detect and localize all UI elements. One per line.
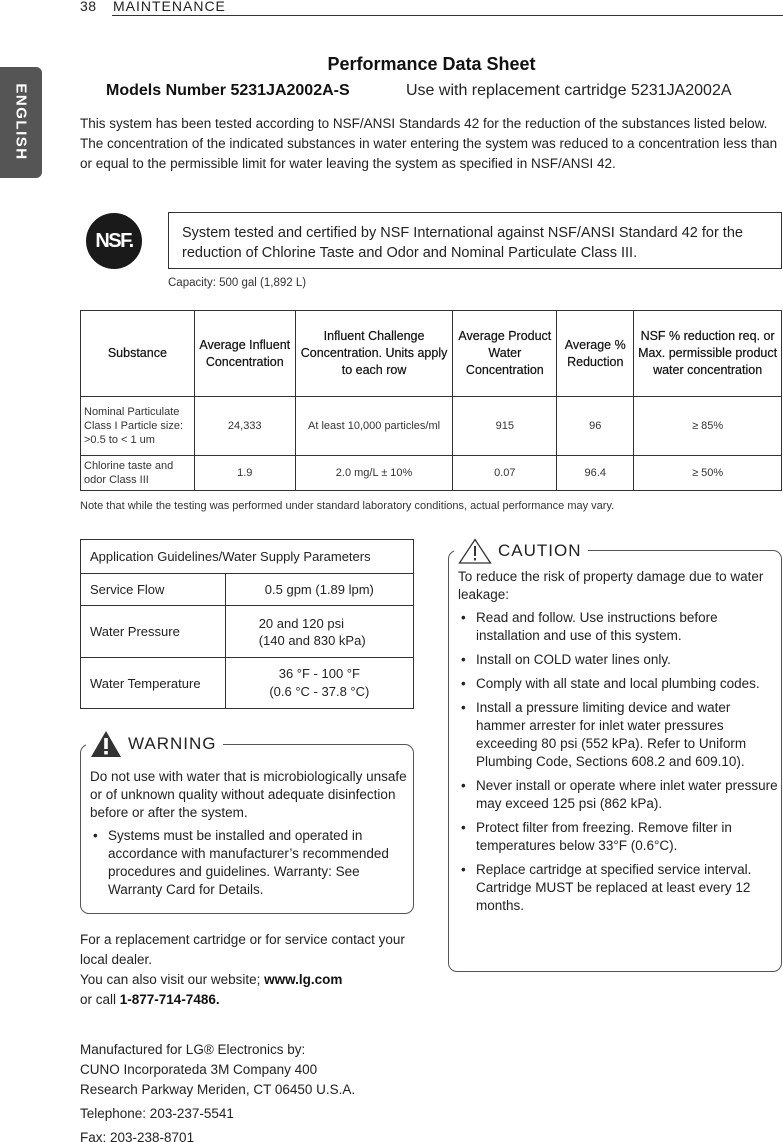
performance-note: Note that while the testing was performed under standard laboratory conditions, actual performance may vary.	[80, 500, 615, 512]
warning-list	[90, 827, 410, 899]
table-cell: 2.0 mg/L ± 10%	[295, 456, 453, 491]
language-label: ENGLISH	[12, 83, 30, 161]
intro-paragraph: This system has been tested according to NSF/ANSI Standards 42 for the reduction of the substances listed below. The concentration of the indicated substances in water entering the system was reduced to a concentration less than or equal to the permissible limit for water leaving the system as specified in NSF/ANSI 42.	[80, 116, 778, 171]
table-cell: 96.4	[557, 456, 634, 491]
list-item: • Protect filter from freezing. Remove filter in temperatures below 33°F (0.6°C).	[458, 819, 778, 855]
section-title: MAINTENANCE	[113, 0, 226, 14]
table-row	[81, 658, 414, 709]
table-cell: ≥ 85%	[634, 397, 782, 456]
warning-triangle-filled-icon	[90, 730, 122, 758]
caution-list	[458, 609, 778, 915]
list-item: • Replace cartridge at specified service interval. Cartridge MUST be replaced at least every 12 months.	[458, 861, 778, 915]
column-header: Average Product Water Concentration	[453, 311, 557, 397]
caution-triangle-outline-icon	[458, 538, 492, 564]
manufacturer-line: Research Parkway Meriden, CT 06450 U.S.A.	[80, 1082, 356, 1097]
page-number: 38	[80, 0, 97, 14]
telephone: Telephone: 203-237-5541	[80, 1106, 234, 1121]
table-header-row	[81, 540, 414, 574]
nsf-logo-icon	[86, 213, 142, 269]
manufacturer-info	[80, 1040, 420, 1142]
parameter-value: 0.5 gpm (1.89 lpm)	[225, 574, 413, 606]
manufacturer-line: CUNO Incorporateda 3M Company 400	[80, 1062, 318, 1077]
page-title: Performance Data Sheet	[327, 54, 536, 74]
table-cell: 915	[453, 397, 557, 456]
warning-header	[86, 730, 223, 758]
language-side-tab	[0, 67, 42, 178]
nsf-certification-box: System tested and certified by NSF International against NSF/ANSI Standard 42 for the reduction of Chlorine Taste and Odor and Nominal Particulate Class III.	[168, 212, 782, 269]
list-item: • Comply with all state and local plumbing codes.	[458, 675, 778, 693]
phone-number: 1-877-714-7486.	[119, 992, 220, 1007]
parameter-label: Water Pressure	[81, 606, 226, 658]
warning-label: WARNING	[128, 734, 217, 753]
table-row	[81, 397, 782, 456]
phone-prefix: or call	[80, 992, 120, 1007]
table-cell: 0.07	[453, 456, 557, 491]
performance-table	[80, 310, 782, 491]
capacity: Capacity: 500 gal (1,892 L)	[168, 277, 307, 289]
column-header: Influent Challenge Concentration. Units apply to each row	[295, 311, 453, 397]
column-header: NSF % reduction req. or Max. permissible product water concentration	[634, 311, 782, 397]
nsf-logo-text: NSF.	[95, 229, 133, 252]
contact-text: For a replacement cartridge or for service contact your local dealer.	[80, 932, 405, 967]
table-cell: 1.9	[194, 456, 295, 491]
column-header: Average Influent Concentration	[194, 311, 295, 397]
parameter-value-line: (0.6 °C - 37.8 °C)	[269, 684, 370, 699]
table-row	[81, 574, 414, 606]
warning-content	[90, 768, 410, 905]
parameter-value	[225, 606, 413, 658]
table-cell: 24,333	[194, 397, 295, 456]
website-link[interactable]: www.lg.com	[264, 972, 343, 987]
caution-text: To reduce the risk of property damage due to water leakage:	[458, 569, 764, 602]
column-header: Average % Reduction	[557, 311, 634, 397]
table-header-row	[81, 311, 782, 397]
list-item: • Never install or operate where inlet water pressure may exceed 125 psi (862 kPa).	[458, 777, 778, 813]
caution-header	[454, 538, 588, 564]
caution-content	[458, 568, 778, 921]
parameter-value-line: (140 and 830 kPa)	[258, 632, 366, 648]
table-title: Application Guidelines/Water Supply Parameters	[81, 540, 414, 574]
table-cell: ≥ 50%	[634, 456, 782, 491]
replacement-cartridge: Use with replacement cartridge 5231JA2002A	[406, 82, 732, 99]
table-cell: Chlorine taste and odor Class III	[81, 456, 195, 491]
parameter-label: Water Temperature	[81, 658, 226, 709]
table-cell: 96	[557, 397, 634, 456]
caution-label: CAUTION	[498, 541, 582, 560]
table-row	[81, 606, 414, 658]
list-item: • Read and follow. Use instructions before installation and use of this system.	[458, 609, 778, 645]
warning-text: Do not use with water that is microbiologically unsafe or of unknown quality without adequate disinfection before or after the system.	[90, 769, 407, 820]
table-row	[81, 456, 782, 491]
contact-info	[80, 930, 420, 1010]
fax: Fax: 203-238-8701	[80, 1130, 195, 1142]
parameter-value	[225, 658, 413, 709]
parameter-value-line: 36 °F - 100 °F	[278, 666, 360, 681]
header-divider	[112, 15, 783, 16]
table-cell: Nominal Particulate Class I Particle size: >0.5 to < 1 um	[81, 397, 195, 456]
parameter-value-line: 20 and 120 psi	[258, 615, 344, 631]
application-guidelines-table	[80, 539, 414, 709]
list-item: • Systems must be installed and operated in accordance with manufacturer’s recommended procedures and guidelines. Warranty: See Warranty Card for Details.	[90, 827, 410, 899]
column-header: Substance	[81, 311, 195, 397]
list-item: • Install a pressure limiting device and water hammer arrester for inlet water pressures exceeding 80 psi (552 kPa). Refer to Uniform Plumbing Code, Sections 608.2 and 609.10).	[458, 699, 778, 771]
table-cell: At least 10,000 particles/ml	[295, 397, 453, 456]
manufacturer-line: Manufactured for LG® Electronics by:	[80, 1042, 306, 1057]
website-prefix: You can also visit our website;	[80, 972, 265, 987]
list-item: • Install on COLD water lines only.	[458, 651, 778, 669]
parameter-label: Service Flow	[81, 574, 226, 606]
model-number: Models Number 5231JA2002A-S	[106, 82, 350, 99]
